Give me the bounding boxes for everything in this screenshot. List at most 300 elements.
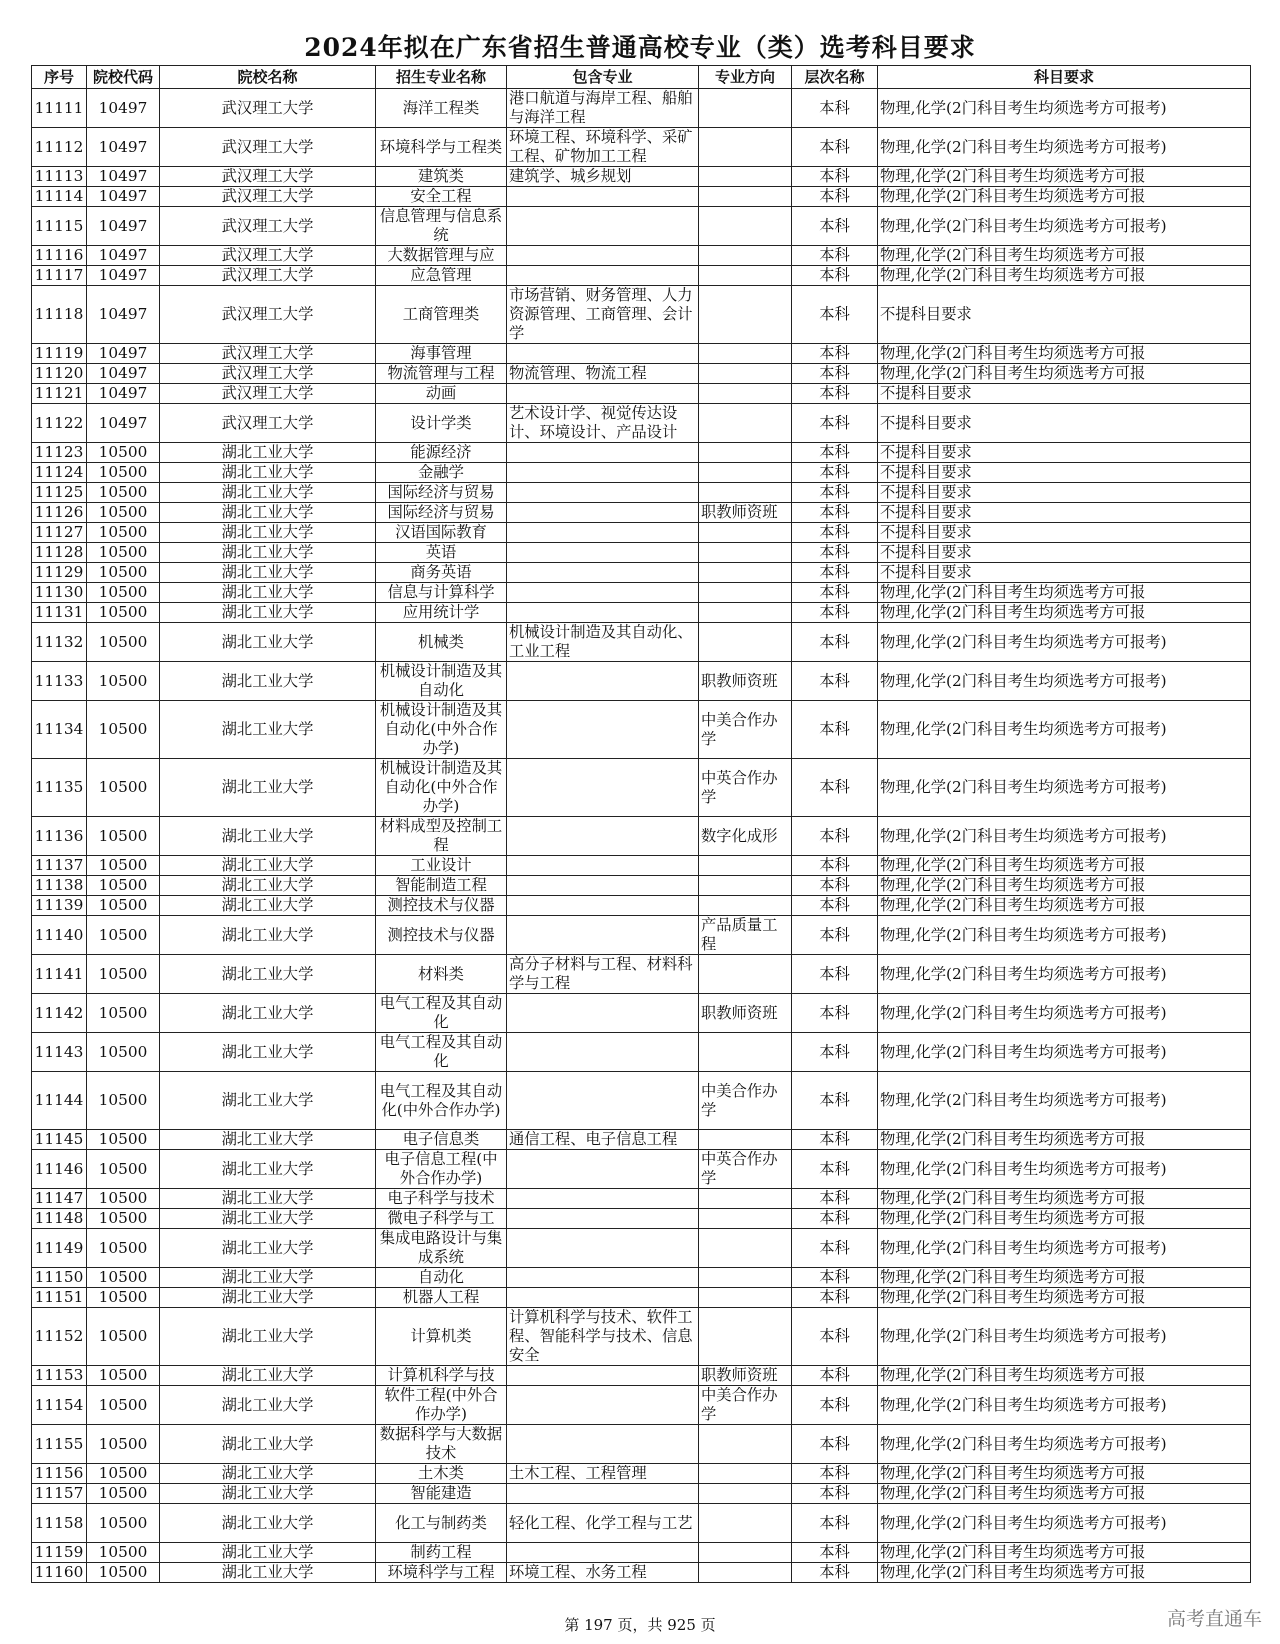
- cell-level: 本科: [792, 483, 878, 503]
- header-school-code: 院校代码: [87, 66, 160, 89]
- table-row: [32, 1464, 1251, 1484]
- table-row: [32, 701, 1251, 759]
- cell-school-code: 10500: [87, 1386, 160, 1425]
- table-row: [32, 662, 1251, 701]
- cell-direction: [699, 286, 792, 344]
- cell-level: 本科: [792, 1504, 878, 1543]
- cell-included-majors: [507, 1189, 699, 1209]
- cell-subject-requirement: 物理,化学(2门科目考生均须选考方可报: [878, 1268, 1251, 1288]
- cell-school-name: 湖北工业大学: [160, 1268, 376, 1288]
- cell-index: 11123: [32, 443, 87, 463]
- table-row: [32, 1366, 1251, 1386]
- cell-direction: [699, 1425, 792, 1464]
- cell-index: 11125: [32, 483, 87, 503]
- cell-direction: [699, 523, 792, 543]
- cell-major-name: 化工与制药类: [376, 1504, 507, 1543]
- cell-included-majors: [507, 916, 699, 955]
- table-row: [32, 543, 1251, 563]
- cell-direction: [699, 623, 792, 662]
- cell-index: 11155: [32, 1425, 87, 1464]
- cell-direction: [699, 1033, 792, 1072]
- cell-direction: 数字化成形: [699, 817, 792, 856]
- cell-major-name: 微电子科学与工: [376, 1209, 507, 1229]
- table-row: [32, 167, 1251, 187]
- cell-school-name: 湖北工业大学: [160, 603, 376, 623]
- table-row: [32, 128, 1251, 167]
- cell-included-majors: [507, 1425, 699, 1464]
- cell-direction: [699, 246, 792, 266]
- cell-direction: [699, 563, 792, 583]
- cell-index: 11140: [32, 916, 87, 955]
- table-row: [32, 1209, 1251, 1229]
- cell-level: 本科: [792, 128, 878, 167]
- cell-school-code: 10500: [87, 483, 160, 503]
- cell-level: 本科: [792, 1425, 878, 1464]
- cell-subject-requirement: 不提科目要求: [878, 443, 1251, 463]
- cell-subject-requirement: 不提科目要求: [878, 286, 1251, 344]
- cell-subject-requirement: 物理,化学(2门科目考生均须选考方可报: [878, 896, 1251, 916]
- cell-level: 本科: [792, 1563, 878, 1583]
- cell-school-name: 湖北工业大学: [160, 1150, 376, 1189]
- cell-level: 本科: [792, 187, 878, 207]
- cell-school-code: 10500: [87, 1150, 160, 1189]
- cell-index: 11146: [32, 1150, 87, 1189]
- cell-included-majors: [507, 1229, 699, 1268]
- cell-subject-requirement: 物理,化学(2门科目考生均须选考方可报: [878, 1366, 1251, 1386]
- cell-subject-requirement: 物理,化学(2门科目考生均须选考方可报考): [878, 817, 1251, 856]
- cell-school-code: 10497: [87, 207, 160, 246]
- cell-level: 本科: [792, 1464, 878, 1484]
- cell-index: 11133: [32, 662, 87, 701]
- cell-school-name: 湖北工业大学: [160, 1189, 376, 1209]
- cell-school-code: 10500: [87, 701, 160, 759]
- cell-major-name: 数据科学与大数据技术: [376, 1425, 507, 1464]
- cell-school-name: 湖北工业大学: [160, 817, 376, 856]
- cell-level: 本科: [792, 1209, 878, 1229]
- cell-index: 11144: [32, 1072, 87, 1130]
- cell-direction: 中美合作办学: [699, 1386, 792, 1425]
- cell-included-majors: [507, 246, 699, 266]
- cell-school-name: 武汉理工大学: [160, 286, 376, 344]
- cell-subject-requirement: 物理,化学(2门科目考生均须选考方可报: [878, 1189, 1251, 1209]
- cell-school-code: 10500: [87, 955, 160, 994]
- cell-direction: [699, 1464, 792, 1484]
- cell-index: 11150: [32, 1268, 87, 1288]
- header-index: 序号: [32, 66, 87, 89]
- cell-subject-requirement: 不提科目要求: [878, 463, 1251, 483]
- cell-school-name: 湖北工业大学: [160, 623, 376, 662]
- cell-major-name: 电子科学与技术: [376, 1189, 507, 1209]
- cell-school-code: 10497: [87, 364, 160, 384]
- cell-direction: [699, 364, 792, 384]
- cell-level: 本科: [792, 662, 878, 701]
- cell-direction: 中美合作办学: [699, 701, 792, 759]
- cell-subject-requirement: 物理,化学(2门科目考生均须选考方可报考): [878, 207, 1251, 246]
- cell-index: 11132: [32, 623, 87, 662]
- cell-level: 本科: [792, 916, 878, 955]
- cell-direction: [699, 1504, 792, 1543]
- table-row: [32, 1130, 1251, 1150]
- cell-direction: [699, 128, 792, 167]
- cell-school-name: 湖北工业大学: [160, 1543, 376, 1563]
- cell-major-name: 电子信息工程(中外合作办学): [376, 1150, 507, 1189]
- cell-direction: [699, 1288, 792, 1308]
- table-row: [32, 623, 1251, 662]
- cell-direction: [699, 167, 792, 187]
- cell-major-name: 环境科学与工程: [376, 1563, 507, 1583]
- cell-school-name: 湖北工业大学: [160, 1288, 376, 1308]
- cell-direction: 中美合作办学: [699, 1072, 792, 1130]
- brand-watermark: 高考直通车: [1166, 1608, 1262, 1630]
- cell-school-code: 10497: [87, 246, 160, 266]
- cell-school-name: 湖北工业大学: [160, 916, 376, 955]
- cell-index: 11131: [32, 603, 87, 623]
- cell-major-name: 海洋工程类: [376, 89, 507, 128]
- cell-direction: [699, 856, 792, 876]
- cell-index: 11139: [32, 896, 87, 916]
- cell-level: 本科: [792, 1033, 878, 1072]
- cell-major-name: 国际经济与贸易: [376, 483, 507, 503]
- cell-index: 11138: [32, 876, 87, 896]
- cell-level: 本科: [792, 701, 878, 759]
- cell-school-code: 10500: [87, 563, 160, 583]
- cell-direction: [699, 1189, 792, 1209]
- cell-included-majors: 机械设计制造及其自动化、工业工程: [507, 623, 699, 662]
- cell-included-majors: [507, 1072, 699, 1130]
- cell-direction: [699, 344, 792, 364]
- cell-school-name: 湖北工业大学: [160, 1072, 376, 1130]
- cell-direction: 职教师资班: [699, 994, 792, 1033]
- cell-subject-requirement: 物理,化学(2门科目考生均须选考方可报: [878, 364, 1251, 384]
- cell-level: 本科: [792, 955, 878, 994]
- cell-index: 11157: [32, 1484, 87, 1504]
- cell-major-name: 机械设计制造及其自动化(中外合作办学): [376, 701, 507, 759]
- table-row: [32, 463, 1251, 483]
- cell-index: 11120: [32, 364, 87, 384]
- cell-included-majors: [507, 1543, 699, 1563]
- cell-subject-requirement: 物理,化学(2门科目考生均须选考方可报考): [878, 1229, 1251, 1268]
- cell-index: 11159: [32, 1543, 87, 1563]
- cell-school-name: 湖北工业大学: [160, 1229, 376, 1268]
- cell-level: 本科: [792, 523, 878, 543]
- cell-included-majors: [507, 603, 699, 623]
- cell-direction: [699, 1229, 792, 1268]
- cell-index: 11117: [32, 266, 87, 286]
- table-row: [32, 286, 1251, 344]
- cell-included-majors: 艺术设计学、视觉传达设计、环境设计、产品设计: [507, 404, 699, 443]
- cell-direction: [699, 543, 792, 563]
- cell-direction: 中英合作办学: [699, 759, 792, 817]
- cell-direction: [699, 89, 792, 128]
- table-row: [32, 856, 1251, 876]
- requirements-table: [31, 65, 1251, 1583]
- cell-school-code: 10500: [87, 662, 160, 701]
- table-row: [32, 603, 1251, 623]
- table-row: [32, 483, 1251, 503]
- cell-school-name: 湖北工业大学: [160, 1563, 376, 1583]
- cell-school-code: 10500: [87, 1288, 160, 1308]
- cell-included-majors: [507, 187, 699, 207]
- cell-subject-requirement: 物理,化学(2门科目考生均须选考方可报: [878, 1130, 1251, 1150]
- cell-level: 本科: [792, 443, 878, 463]
- cell-level: 本科: [792, 876, 878, 896]
- table-row: [32, 523, 1251, 543]
- table-row: [32, 89, 1251, 128]
- table-row: [32, 266, 1251, 286]
- cell-subject-requirement: 物理,化学(2门科目考生均须选考方可报: [878, 266, 1251, 286]
- cell-included-majors: [507, 876, 699, 896]
- table-row: [32, 1033, 1251, 1072]
- cell-direction: [699, 1543, 792, 1563]
- cell-index: 11121: [32, 384, 87, 404]
- cell-level: 本科: [792, 404, 878, 443]
- cell-included-majors: [507, 1386, 699, 1425]
- cell-school-name: 湖北工业大学: [160, 543, 376, 563]
- cell-school-code: 10500: [87, 1072, 160, 1130]
- cell-school-code: 10500: [87, 503, 160, 523]
- cell-level: 本科: [792, 1150, 878, 1189]
- cell-subject-requirement: 不提科目要求: [878, 503, 1251, 523]
- cell-school-name: 武汉理工大学: [160, 128, 376, 167]
- cell-major-name: 土木类: [376, 1464, 507, 1484]
- cell-major-name: 设计学类: [376, 404, 507, 443]
- cell-major-name: 电气工程及其自动化(中外合作办学): [376, 1072, 507, 1130]
- header-direction: 专业方向: [699, 66, 792, 89]
- cell-school-code: 10500: [87, 1366, 160, 1386]
- cell-level: 本科: [792, 89, 878, 128]
- cell-index: 11111: [32, 89, 87, 128]
- cell-index: 11137: [32, 856, 87, 876]
- cell-school-name: 湖北工业大学: [160, 483, 376, 503]
- cell-school-code: 10500: [87, 1189, 160, 1209]
- cell-major-name: 工业设计: [376, 856, 507, 876]
- cell-major-name: 安全工程: [376, 187, 507, 207]
- cell-direction: [699, 1484, 792, 1504]
- table-row: [32, 1563, 1251, 1583]
- cell-major-name: 信息管理与信息系统: [376, 207, 507, 246]
- table-row: [32, 1189, 1251, 1209]
- cell-school-name: 湖北工业大学: [160, 443, 376, 463]
- cell-school-code: 10500: [87, 896, 160, 916]
- cell-index: 11160: [32, 1563, 87, 1583]
- cell-level: 本科: [792, 583, 878, 603]
- cell-direction: [699, 1268, 792, 1288]
- cell-included-majors: 物流管理、物流工程: [507, 364, 699, 384]
- cell-index: 11118: [32, 286, 87, 344]
- cell-level: 本科: [792, 503, 878, 523]
- table-row: [32, 955, 1251, 994]
- cell-school-name: 武汉理工大学: [160, 89, 376, 128]
- cell-index: 11141: [32, 955, 87, 994]
- cell-index: 11145: [32, 1130, 87, 1150]
- cell-school-name: 武汉理工大学: [160, 246, 376, 266]
- cell-direction: [699, 404, 792, 443]
- cell-school-code: 10500: [87, 1464, 160, 1484]
- cell-direction: [699, 207, 792, 246]
- cell-subject-requirement: 物理,化学(2门科目考生均须选考方可报考): [878, 955, 1251, 994]
- cell-school-code: 10500: [87, 759, 160, 817]
- cell-subject-requirement: 物理,化学(2门科目考生均须选考方可报: [878, 246, 1251, 266]
- cell-subject-requirement: 物理,化学(2门科目考生均须选考方可报考): [878, 994, 1251, 1033]
- cell-subject-requirement: 不提科目要求: [878, 384, 1251, 404]
- cell-school-code: 10500: [87, 817, 160, 856]
- cell-school-name: 湖北工业大学: [160, 463, 376, 483]
- table-row: [32, 817, 1251, 856]
- cell-level: 本科: [792, 759, 878, 817]
- cell-level: 本科: [792, 344, 878, 364]
- cell-subject-requirement: 物理,化学(2门科目考生均须选考方可报考): [878, 623, 1251, 662]
- cell-level: 本科: [792, 1366, 878, 1386]
- cell-included-majors: [507, 1288, 699, 1308]
- cell-school-name: 湖北工业大学: [160, 662, 376, 701]
- cell-subject-requirement: 物理,化学(2门科目考生均须选考方可报考): [878, 1425, 1251, 1464]
- cell-included-majors: [507, 543, 699, 563]
- cell-included-majors: [507, 503, 699, 523]
- cell-included-majors: [507, 207, 699, 246]
- cell-school-code: 10500: [87, 543, 160, 563]
- cell-included-majors: 计算机科学与技术、软件工程、智能科学与技术、信息安全: [507, 1308, 699, 1366]
- cell-school-code: 10500: [87, 876, 160, 896]
- cell-school-code: 10497: [87, 384, 160, 404]
- cell-major-name: 计算机科学与技: [376, 1366, 507, 1386]
- table-row: [32, 187, 1251, 207]
- cell-subject-requirement: 物理,化学(2门科目考生均须选考方可报: [878, 876, 1251, 896]
- cell-school-name: 湖北工业大学: [160, 503, 376, 523]
- cell-index: 11148: [32, 1209, 87, 1229]
- cell-index: 11156: [32, 1464, 87, 1484]
- table-row: [32, 759, 1251, 817]
- cell-school-code: 10500: [87, 583, 160, 603]
- cell-major-name: 大数据管理与应: [376, 246, 507, 266]
- cell-direction: [699, 603, 792, 623]
- cell-included-majors: 市场营销、财务管理、人力资源管理、工商管理、会计学: [507, 286, 699, 344]
- table-row: [32, 1072, 1251, 1130]
- cell-index: 11128: [32, 543, 87, 563]
- cell-included-majors: [507, 896, 699, 916]
- cell-included-majors: 环境工程、水务工程: [507, 1563, 699, 1583]
- cell-level: 本科: [792, 1130, 878, 1150]
- table-row: [32, 503, 1251, 523]
- cell-subject-requirement: 物理,化学(2门科目考生均须选考方可报: [878, 1209, 1251, 1229]
- cell-direction: [699, 583, 792, 603]
- cell-school-name: 湖北工业大学: [160, 1308, 376, 1366]
- table-body: [32, 89, 1251, 1583]
- cell-level: 本科: [792, 246, 878, 266]
- cell-included-majors: 建筑学、城乡规划: [507, 167, 699, 187]
- cell-school-code: 10500: [87, 523, 160, 543]
- cell-index: 11149: [32, 1229, 87, 1268]
- cell-school-code: 10500: [87, 1308, 160, 1366]
- cell-major-name: 建筑类: [376, 167, 507, 187]
- cell-major-name: 海事管理: [376, 344, 507, 364]
- table-row: [32, 896, 1251, 916]
- table-header-row: [32, 66, 1251, 89]
- header-subject-requirement: 科目要求: [878, 66, 1251, 89]
- cell-subject-requirement: 物理,化学(2门科目考生均须选考方可报考): [878, 1504, 1251, 1543]
- cell-included-majors: [507, 463, 699, 483]
- cell-subject-requirement: 物理,化学(2门科目考生均须选考方可报考): [878, 916, 1251, 955]
- cell-school-code: 10497: [87, 404, 160, 443]
- table-row: [32, 1288, 1251, 1308]
- cell-major-name: 智能制造工程: [376, 876, 507, 896]
- cell-included-majors: [507, 523, 699, 543]
- cell-school-code: 10497: [87, 89, 160, 128]
- cell-level: 本科: [792, 384, 878, 404]
- cell-subject-requirement: 不提科目要求: [878, 483, 1251, 503]
- table-row: [32, 1425, 1251, 1464]
- cell-direction: [699, 1563, 792, 1583]
- cell-subject-requirement: 物理,化学(2门科目考生均须选考方可报: [878, 1563, 1251, 1583]
- table-row: [32, 1543, 1251, 1563]
- cell-school-code: 10500: [87, 1209, 160, 1229]
- cell-school-code: 10500: [87, 1543, 160, 1563]
- cell-school-name: 湖北工业大学: [160, 1366, 376, 1386]
- cell-subject-requirement: 物理,化学(2门科目考生均须选考方可报考): [878, 1150, 1251, 1189]
- cell-included-majors: [507, 1366, 699, 1386]
- cell-school-name: 湖北工业大学: [160, 955, 376, 994]
- header-major-name: 招生专业名称: [376, 66, 507, 89]
- cell-index: 11147: [32, 1189, 87, 1209]
- cell-level: 本科: [792, 1189, 878, 1209]
- cell-subject-requirement: 物理,化学(2门科目考生均须选考方可报考): [878, 662, 1251, 701]
- cell-major-name: 能源经济: [376, 443, 507, 463]
- cell-subject-requirement: 物理,化学(2门科目考生均须选考方可报: [878, 856, 1251, 876]
- cell-index: 11154: [32, 1386, 87, 1425]
- cell-level: 本科: [792, 623, 878, 662]
- cell-school-name: 湖北工业大学: [160, 1464, 376, 1484]
- cell-direction: 职教师资班: [699, 1366, 792, 1386]
- table-row: [32, 344, 1251, 364]
- cell-school-name: 湖北工业大学: [160, 1504, 376, 1543]
- cell-school-name: 湖北工业大学: [160, 994, 376, 1033]
- cell-school-code: 10497: [87, 167, 160, 187]
- cell-level: 本科: [792, 856, 878, 876]
- cell-level: 本科: [792, 994, 878, 1033]
- cell-subject-requirement: 物理,化学(2门科目考生均须选考方可报考): [878, 1072, 1251, 1130]
- cell-school-code: 10500: [87, 1425, 160, 1464]
- cell-index: 11152: [32, 1308, 87, 1366]
- cell-school-code: 10497: [87, 266, 160, 286]
- cell-subject-requirement: 物理,化学(2门科目考生均须选考方可报考): [878, 128, 1251, 167]
- cell-school-name: 湖北工业大学: [160, 1130, 376, 1150]
- cell-index: 11129: [32, 563, 87, 583]
- cell-major-name: 信息与计算科学: [376, 583, 507, 603]
- cell-index: 11151: [32, 1288, 87, 1308]
- cell-level: 本科: [792, 817, 878, 856]
- table-row: [32, 207, 1251, 246]
- cell-subject-requirement: 物理,化学(2门科目考生均须选考方可报: [878, 1543, 1251, 1563]
- table-row: [32, 1268, 1251, 1288]
- cell-subject-requirement: 不提科目要求: [878, 404, 1251, 443]
- cell-school-name: 武汉理工大学: [160, 404, 376, 443]
- cell-subject-requirement: 不提科目要求: [878, 523, 1251, 543]
- cell-school-name: 湖北工业大学: [160, 1209, 376, 1229]
- cell-school-code: 10500: [87, 1229, 160, 1268]
- cell-subject-requirement: 物理,化学(2门科目考生均须选考方可报: [878, 344, 1251, 364]
- cell-subject-requirement: 物理,化学(2门科目考生均须选考方可报考): [878, 701, 1251, 759]
- cell-major-name: 材料成型及控制工程: [376, 817, 507, 856]
- table-row: [32, 1150, 1251, 1189]
- cell-major-name: 环境科学与工程类: [376, 128, 507, 167]
- cell-included-majors: [507, 1209, 699, 1229]
- cell-included-majors: [507, 759, 699, 817]
- cell-school-code: 10500: [87, 443, 160, 463]
- table-row: [32, 1308, 1251, 1366]
- cell-major-name: 应用统计学: [376, 603, 507, 623]
- page-footer: 第 197 页，共 925 页: [564, 1616, 716, 1634]
- cell-included-majors: [507, 1150, 699, 1189]
- cell-school-name: 湖北工业大学: [160, 1033, 376, 1072]
